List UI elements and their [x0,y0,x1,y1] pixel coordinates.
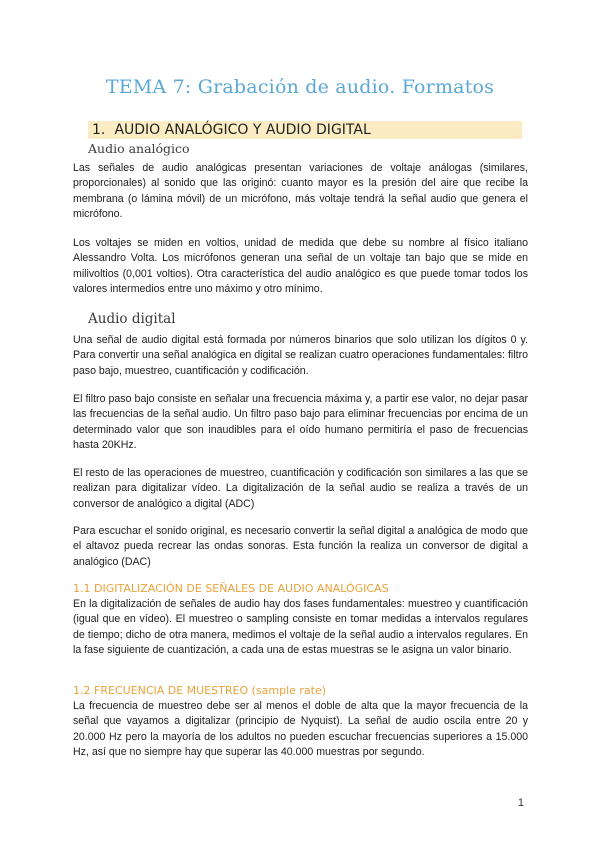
paragraph-digital-1: Una señal de audio digital está formada por números binarios que solo utilizan los dígitos 0 y. Para convertir una señal analógica en digital se realizan cuatro operaciones fundamentales: filtro paso bajo, muestreo, cuantificación y codificación. [73,334,528,377]
paragraph-analog-2: Los voltajes se miden en voltios, unidad de medida que debe su nombre al físico italiano Alessandro Volta. Los micrófonos generan una señal de un voltaje tan bajo que se mide en milivoltios (0,001 voltios). Otra característica del audio analógico es que puede tomar todos los valores intermedios entre uno máximo y otro mínimo. [73,237,528,296]
section-number: 1. [92,122,106,138]
subheading-digital: Audio digital [88,311,176,327]
subsection-heading-1-1: 1.1 DIGITALIZACIÓN DE SEÑALES DE AUDIO ANALÓGICAS [73,582,389,595]
page-number: 1 [517,797,524,809]
paragraph-digital-4: Para escuchar el sonido original, es necesario convertir la señal digital a analógica de modo que el altavoz pueda recrear las ondas sonoras. Esta función la realiza un conversor de digital a analógico (DAC) [73,525,528,568]
subsection-heading-1-2: 1.2 FRECUENCIA DE MUESTREO (sample rate) [73,684,327,697]
paragraph-1-2: La frecuencia de muestreo debe ser al menos el doble de alta que la mayor frecuencia de la señal que vayamos a digitalizar (principio de Nyquist). La señal de audio oscila entre 20 y 20.000 Hz pero la mayoría de los adultos no pueden escuchar frecuencias superiores a 15.000 Hz, así que no siempre hay que superar las 40.000 muestras por segundo. [73,700,528,759]
page-title: TEMA 7: Grabación de audio. Formatos [105,76,495,98]
paragraph-analog-1: Las señales de audio analógicas presentan variaciones de voltaje análogas (similares, proporcionales) al sonido que las originó: cuanto mayor es la presión del aire que recibe la membrana (o lámina móvil) de un micrófono, más voltaje tendrá la señal audio que genera el micrófono. [73,162,528,221]
paragraph-1-1: En la digitalización de señales de audio hay dos fases fundamentales: muestreo y cuantificación (igual que en vídeo). El muestreo o sampling consiste en tomar medidas a intervalos regulares de tiempo; dicho de otra manera, medimos el voltaje de la señal audio a intervalos regulares. En la fase siguiente de cuantización, a cada una de estas muestras se le asigna un valor binario. [73,598,528,657]
paragraph-digital-3: El resto de las operaciones de muestreo, cuantificación y codificación son similares a las que se realizan para digitalizar vídeo. La digitalización de la señal audio se realiza a través de un conversor de analógico a digital (ADC) [73,467,528,510]
paragraph-digital-2: El filtro paso bajo consiste en señalar una frecuencia máxima y, a partir ese valor, no dejar pasar las frecuencias de la señal audio. Un filtro paso bajo para eliminar frecuencias por encima de un determinado valor que son inaudibles para el oído humano permitiría el paso de frecuencias hasta 20KHz. [73,393,528,452]
section-heading [88,121,522,139]
subheading-analog: Audio analógico [88,141,190,156]
section-heading-text: AUDIO ANALÓGICO Y AUDIO DIGITAL [114,122,371,138]
